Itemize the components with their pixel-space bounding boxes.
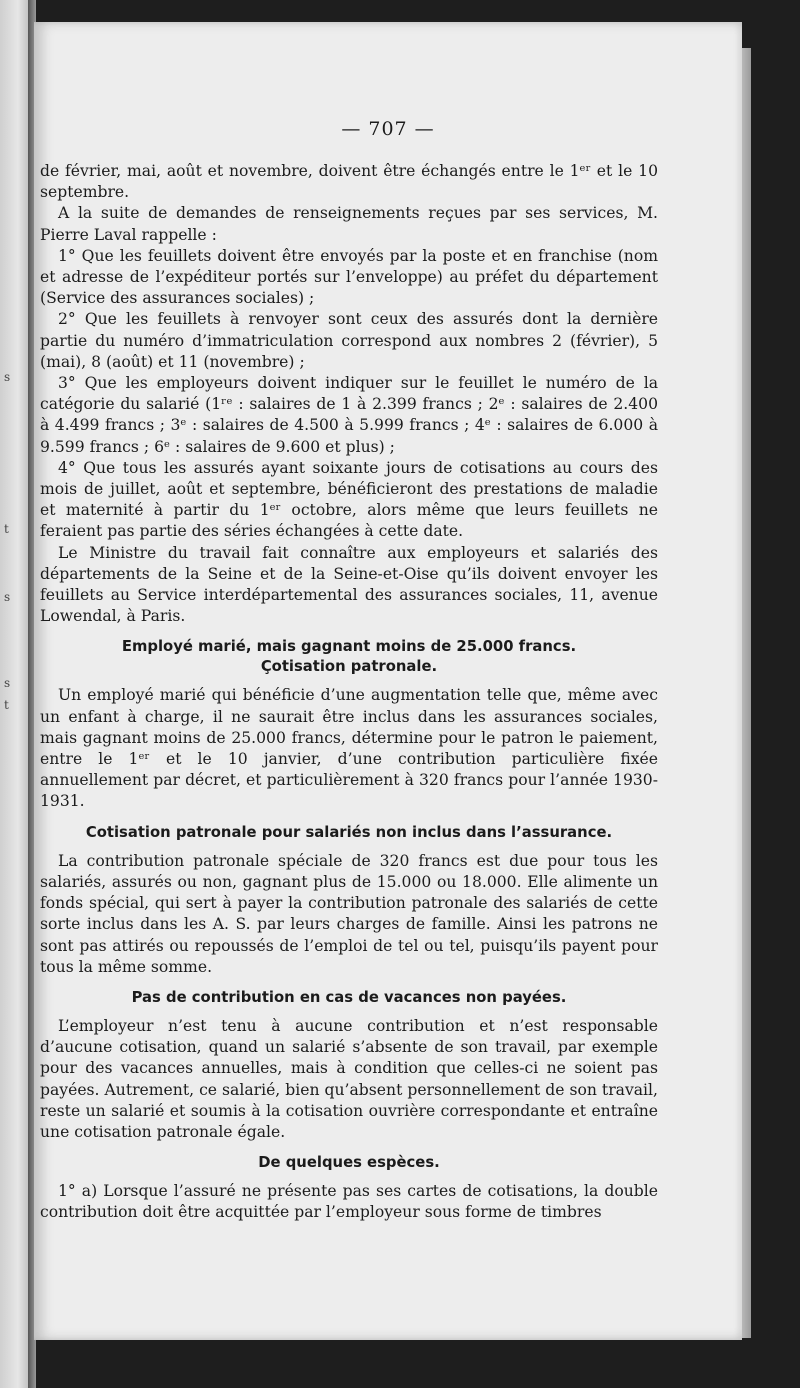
- paragraph: 1° a) Lorsque l’assuré ne présente pas ses cartes de cotisations, la double contribution doit être acquittée par l’employeur sous forme de timbres: [40, 1182, 658, 1222]
- paragraph: Le Ministre du travail fait connaître aux employeurs et salariés des départements de la Seine et de la Seine-et-Oise qu’ils doivent envoyer les feuillets au Service interdépartemental des assurances sociales, 11, avenue Lowendal, à Paris.: [40, 543, 658, 626]
- page-number: — 707 —: [341, 118, 435, 140]
- section-heading: [40, 823, 658, 843]
- paragraph: 4° Que tous les assurés ayant soixante jours de cotisations au cours des mois de juillet, août et septembre, bénéficieront des prestations de maladie et maternité à partir du 1ᵉʳ octobre, alors même que leurs feuillets ne feraient pas partie des séries échangées à cette date.: [40, 458, 658, 541]
- section-heading-line: Çotisation patronale.: [260, 658, 438, 676]
- section-heading-line: Employé marié, mais gagnant moins de 25.000 francs.: [121, 638, 577, 656]
- page-body: [40, 161, 658, 1224]
- section-heading-line: Pas de contribution en cas de vacances non payées.: [131, 988, 567, 1006]
- paragraph: de février, mai, août et novembre, doivent être échangés entre le 1ᵉʳ et le 10 septembre.: [40, 162, 658, 202]
- paragraph: L’employeur n’est tenu à aucune contribution et n’est responsable d’aucune cotisation, quand un salarié s’absente de son travail, par exemple pour des vacances annuelles, mais à condition que celles-ci ne soient pas payées. Autrement, ce salarié, bien qu’absent personnellement de son travail, reste un salarié et soumis à la cotisation ouvrière correspondante et entraîne une cotisation patronale égale.: [40, 1016, 658, 1141]
- paragraph: La contribution patronale spéciale de 320 francs est due pour tous les salariés, assurés ou non, gagnant plus de 15.000 ou 18.000. Elle alimente un fonds spécial, qui sert à payer la contribution patronale des salariés de cette sorte inclus dans les A. S. par leurs charges de famille. Ainsi les patrons ne sont pas attirés ou repoussés de l’emploi de tel ou tel, puisqu’ils payent pour tous la même somme.: [40, 851, 658, 976]
- paragraph: 2° Que les feuillets à renvoyer sont ceux des assurés dont la dernière partie du numéro d’immatriculation correspond aux nombres 2 (février), 5 (mai), 8 (août) et 11 (novembre) ;: [40, 310, 658, 371]
- paragraph: Un employé marié qui bénéficie d’une augmentation telle que, même avec un enfant à charge, il ne saurait être inclus dans les assurances sociales, mais gagnant moins de 25.000 francs, détermine pour le patron le paiement, entre le 1ᵉʳ et le 10 janvier, d’une contribution particulière fixée annuellement par décret, et particulièrement à 320 francs pour l’année 1930-1931.: [40, 686, 658, 811]
- paragraph: 1° Que les feuillets doivent être envoyés par la poste et en franchise (nom et adresse de l’expéditeur portés sur l’enveloppe) au préfet du département (Service des assurances sociales) ;: [40, 246, 658, 308]
- book-page: [34, 22, 742, 1340]
- section-heading-line: De quelques espèces.: [258, 1154, 440, 1172]
- paragraph: A la suite de demandes de renseignements reçues par ses services, M. Pierre Laval rappelle :: [40, 204, 658, 244]
- section-heading-line: Cotisation patronale pour salariés non inclus dans l’assurance.: [85, 823, 613, 841]
- adjacent-page-edge: s t s s t: [0, 0, 30, 1388]
- section-heading: [40, 988, 658, 1008]
- paragraph: 3° Que les employeurs doivent indiquer sur le feuillet le numéro de la catégorie du salarié (1ʳᵉ : salaires de 1 à 2.399 francs ; 2ᵉ : salaires de 2.400 à 4.499 francs ; 3ᵉ : salaires de 4.500 à 5.999 francs ; 4ᵉ : salaires de 6.000 à 9.599 francs ; 6ᵉ : salaires de 9.600 et plus) ;: [40, 374, 658, 456]
- section-heading: [40, 1153, 658, 1173]
- section-heading: [40, 637, 658, 677]
